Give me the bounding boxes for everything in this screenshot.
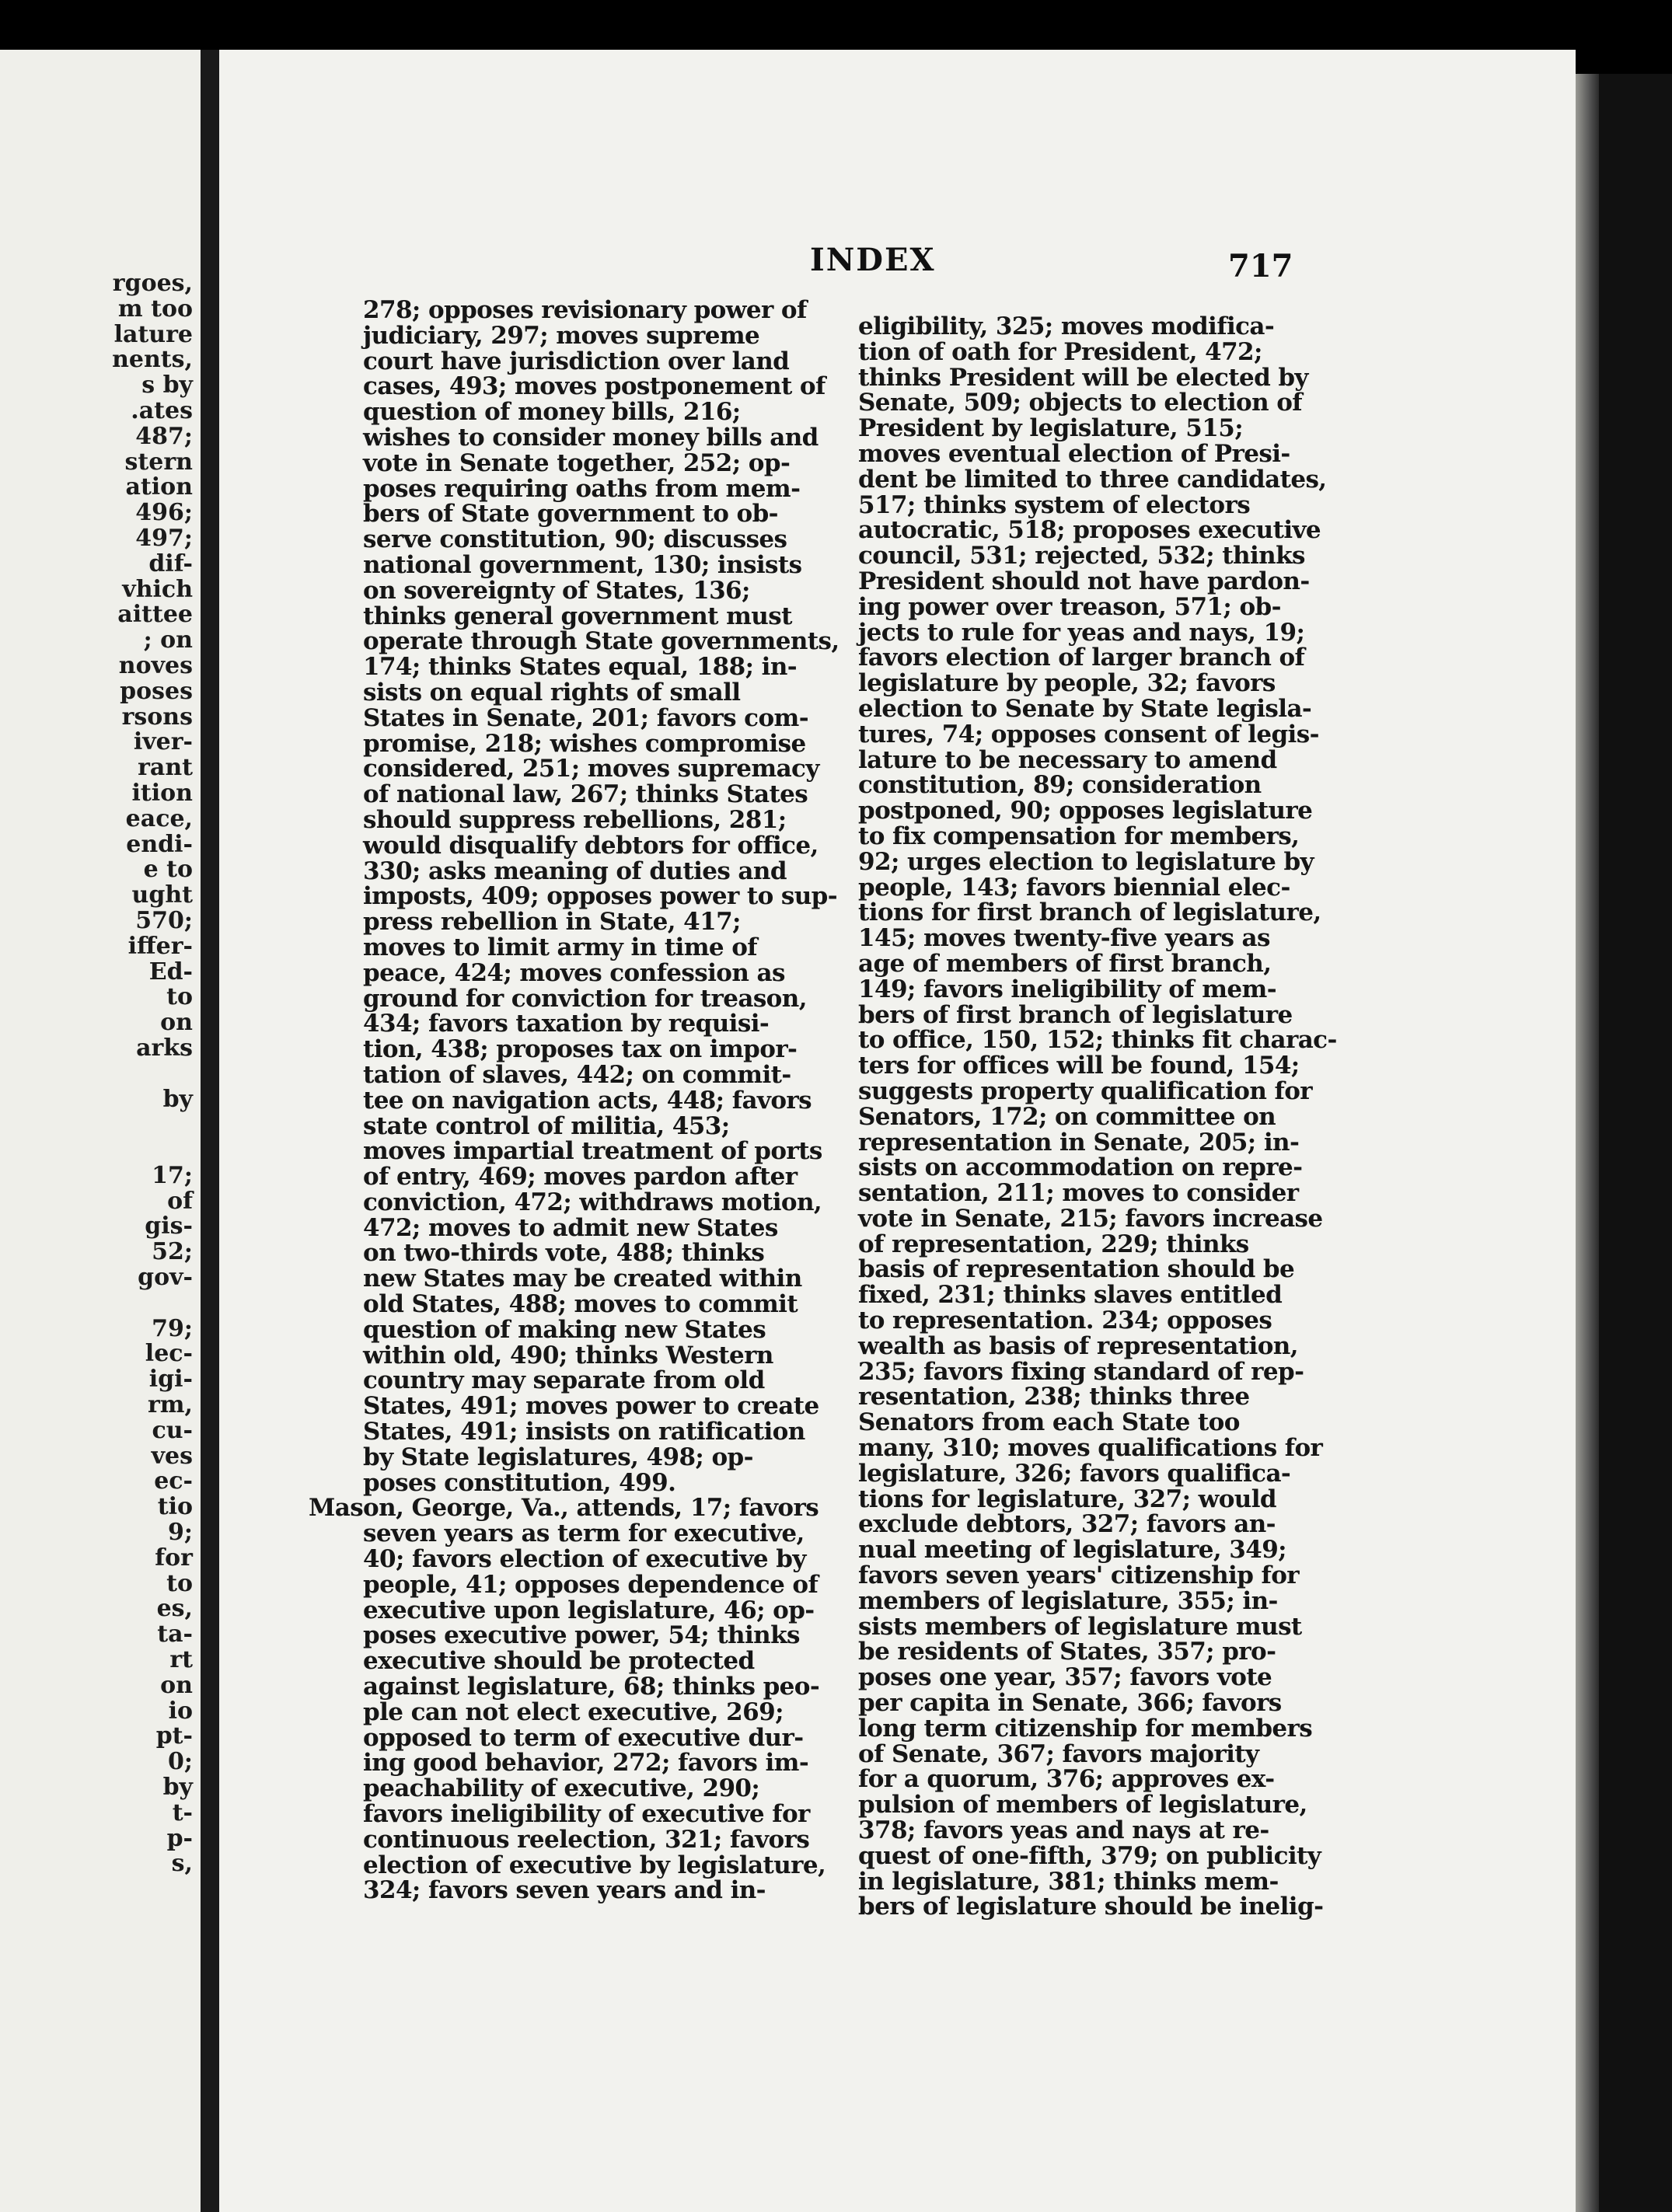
index-line: age of members of first branch, xyxy=(858,949,1272,978)
index-line: tation of slaves, 442; on commit- xyxy=(363,1060,791,1089)
fragment-line: io xyxy=(168,1698,193,1725)
index-line: executive upon legislature, 46; op- xyxy=(363,1596,815,1624)
fragment-line: igi- xyxy=(148,1367,193,1394)
index-line: opposed to term of executive dur- xyxy=(363,1723,804,1752)
index-line: election to Senate by State legisla- xyxy=(858,694,1312,723)
fragment-line: p- xyxy=(166,1826,193,1852)
index-line: to office, 150, 152; thinks fit charac- xyxy=(858,1026,1337,1055)
index-line: people, 41; opposes dependence of xyxy=(363,1570,819,1599)
index-line: per capita in Senate, 366; favors xyxy=(858,1689,1282,1718)
index-line: seven years as term for executive, xyxy=(363,1519,805,1548)
index-line: 92; urges election to legislature by xyxy=(858,847,1314,876)
fragment-line xyxy=(0,1062,201,1087)
facing-page xyxy=(0,50,201,2212)
index-line: legislature, 326; favors qualifica- xyxy=(858,1459,1291,1488)
page-title: INDEX xyxy=(810,242,936,278)
fragment-line: dif- xyxy=(148,551,193,577)
fragment-line: ition xyxy=(131,780,193,807)
fragment-line: tio xyxy=(157,1495,193,1521)
index-line: tions for first branch of legislature, xyxy=(858,898,1321,927)
index-line: wishes to consider money bills and xyxy=(363,423,819,452)
index-line: tions for legislature, 327; would xyxy=(858,1485,1276,1513)
index-line: sists on accommodation on repre- xyxy=(858,1153,1303,1182)
index-line: sists on equal rights of small xyxy=(363,678,741,707)
index-line: 145; moves twenty-five years as xyxy=(858,924,1270,953)
index-line: fixed, 231; thinks slaves entitled xyxy=(858,1281,1283,1310)
index-line: executive should be protected xyxy=(363,1647,755,1676)
index-line: sentation, 211; moves to consider xyxy=(858,1179,1299,1208)
index-line: constitution, 89; consideration xyxy=(858,771,1262,800)
fragment-line: ta- xyxy=(157,1622,193,1649)
index-line: poses executive power, 54; thinks xyxy=(363,1621,800,1650)
index-line: would disqualify debtors for office, xyxy=(363,831,819,860)
facing-page-text-fragments xyxy=(0,271,201,1877)
index-line: of national law, 267; thinks States xyxy=(363,780,808,809)
fragment-line: 79; xyxy=(152,1316,193,1342)
index-line: exclude debtors, 327; favors an- xyxy=(858,1510,1276,1539)
fragment-line: noves xyxy=(118,653,193,679)
index-line: 378; favors yeas and nays at re- xyxy=(858,1816,1269,1845)
index-line: vote in Senate together, 252; op- xyxy=(363,448,791,477)
index-line: tures, 74; opposes consent of legis- xyxy=(858,720,1319,748)
index-entry-heading: Mason, George, Va., attends, 17; favors xyxy=(309,1494,819,1523)
index-line: favors election of larger branch of xyxy=(858,644,1305,672)
index-line: 434; favors taxation by requisi- xyxy=(363,1010,770,1038)
index-line: members of legislature, 355; in- xyxy=(858,1586,1278,1615)
index-line: be residents of States, 357; pro- xyxy=(858,1638,1276,1666)
index-line: of Senate, 367; favors majority xyxy=(858,1739,1259,1768)
index-line: 330; asks meaning of duties and xyxy=(363,857,787,885)
index-line: legislature by people, 32; favors xyxy=(858,669,1276,698)
index-line: States in Senate, 201; favors com- xyxy=(363,703,809,732)
index-line: long term citizenship for members xyxy=(858,1714,1313,1743)
page-gutter xyxy=(201,50,219,2212)
index-line: favors ineligibility of executive for xyxy=(363,1800,810,1829)
fragment-line: lec- xyxy=(145,1342,193,1368)
index-line: dent be limited to three candidates, xyxy=(858,465,1327,494)
fragment-line: Ed- xyxy=(148,959,193,986)
fragment-line: ught xyxy=(131,883,193,909)
fragment-line: 487; xyxy=(135,424,193,450)
index-line: election of executive by legislature, xyxy=(363,1851,826,1879)
fragment-line: s, xyxy=(171,1851,193,1878)
fragment-line: 52; xyxy=(152,1240,193,1266)
fragment-line xyxy=(0,1291,201,1317)
index-line: conviction, 472; withdraws motion, xyxy=(363,1188,822,1216)
index-column-right xyxy=(858,312,1337,1921)
index-line: tion, 438; proposes tax on impor- xyxy=(363,1035,798,1064)
index-line: resentation, 238; thinks three xyxy=(858,1383,1250,1411)
fragment-line: by xyxy=(162,1775,193,1801)
index-line: States, 491; moves power to create xyxy=(363,1392,819,1421)
index-line: ground for conviction for treason, xyxy=(363,984,807,1013)
fragment-line: 9; xyxy=(168,1520,193,1546)
index-line: serve constitution, 90; discusses xyxy=(363,525,787,554)
fragment-line: ; on xyxy=(143,628,193,654)
index-line: sists members of legislature must xyxy=(858,1612,1302,1641)
fragment-line: 570; xyxy=(135,908,193,934)
index-line: ing power over treason, 571; ob- xyxy=(858,592,1281,621)
fragment-line: .ates xyxy=(131,398,193,424)
index-line: country may separate from old xyxy=(363,1366,765,1395)
index-line: imposts, 409; opposes power to sup- xyxy=(363,882,838,911)
index-line: national government, 130; insists xyxy=(363,550,802,579)
index-line: state control of militia, 453; xyxy=(363,1111,730,1140)
fragment-line: to xyxy=(166,1571,193,1597)
fragment-line: iver- xyxy=(133,730,193,756)
fragment-line: cu- xyxy=(152,1418,193,1444)
index-line: promise, 218; wishes compromise xyxy=(363,729,806,758)
index-line: 472; moves to admit new States xyxy=(363,1213,778,1242)
fragment-line: rgoes, xyxy=(112,271,193,297)
index-line: thinks general government must xyxy=(363,602,792,630)
index-line: lature to be necessary to amend xyxy=(858,745,1277,774)
fragment-line: eace, xyxy=(125,806,193,832)
fragment-line: pt- xyxy=(155,1724,193,1750)
index-line: continuous reelection, 321; favors xyxy=(363,1825,810,1854)
fragment-line: stern xyxy=(124,449,193,476)
index-line: 174; thinks States equal, 188; in- xyxy=(363,653,798,682)
fragment-line: poses xyxy=(120,679,193,705)
fragment-line: vhich xyxy=(122,577,193,603)
index-line: should suppress rebellions, 281; xyxy=(363,805,787,834)
fragment-line: endi- xyxy=(126,832,193,858)
fragment-line: to xyxy=(166,985,193,1011)
index-line: jects to rule for yeas and nays, 19; xyxy=(858,618,1305,647)
fragment-line: iffer- xyxy=(127,933,193,960)
index-line: for a quorum, 376; approves ex- xyxy=(858,1765,1275,1794)
index-line: moves eventual election of Presi- xyxy=(858,439,1290,468)
index-line: to fix compensation for members, xyxy=(858,822,1300,850)
index-line: bers of legislature should be inelig- xyxy=(858,1893,1324,1921)
page-edge-shadow xyxy=(1576,74,1599,2212)
index-line: of entry, 469; moves pardon after xyxy=(363,1163,798,1191)
fragment-line: gov- xyxy=(138,1265,193,1291)
fragment-line: lature xyxy=(113,322,193,348)
fragment-line: 497; xyxy=(135,525,193,552)
index-line: cases, 493; moves postponement of xyxy=(363,372,826,401)
index-line: court have jurisdiction over land xyxy=(363,347,790,375)
index-line: eligibility, 325; moves modifica- xyxy=(858,312,1275,340)
fragment-line xyxy=(0,1112,201,1138)
fragment-line: nents, xyxy=(112,347,193,374)
fragment-line: ves xyxy=(151,1443,193,1470)
index-line: 149; favors ineligibility of mem- xyxy=(858,975,1277,1003)
fragment-line: on xyxy=(160,1010,193,1036)
index-line: 324; favors seven years and in- xyxy=(363,1876,766,1905)
fragment-line: rant xyxy=(138,755,193,781)
fragment-line: es, xyxy=(156,1596,193,1623)
fragment-line: on xyxy=(160,1673,193,1699)
index-line: Senate, 509; objects to election of xyxy=(858,389,1303,417)
index-line: autocratic, 518; proposes executive xyxy=(858,516,1321,545)
index-line: moves impartial treatment of ports xyxy=(363,1137,822,1166)
index-line: 40; favors election of executive by xyxy=(363,1545,806,1574)
fragment-line: by xyxy=(162,1087,193,1113)
fragment-line: 0; xyxy=(168,1750,193,1776)
index-line: bers of State government to ob- xyxy=(363,500,778,529)
fragment-line: 496; xyxy=(135,501,193,526)
index-line: many, 310; moves qualifications for xyxy=(858,1434,1323,1463)
index-line: council, 531; rejected, 532; thinks xyxy=(858,542,1305,570)
index-line: ple can not elect executive, 269; xyxy=(363,1697,784,1726)
index-line: operate through State governments, xyxy=(363,627,839,656)
index-line: question of making new States xyxy=(363,1315,766,1344)
index-line: people, 143; favors biennial elec- xyxy=(858,873,1290,902)
fragment-line: for xyxy=(155,1545,193,1572)
index-line: peachability of executive, 290; xyxy=(363,1774,760,1803)
fragment-line: rsons xyxy=(121,704,193,731)
index-line: States, 491; insists on ratification xyxy=(363,1418,805,1446)
index-line: thinks President will be elected by xyxy=(858,363,1308,392)
index-line: favors seven years' citizenship for xyxy=(858,1561,1300,1590)
fragment-line: aittee xyxy=(117,602,193,629)
fragment-line: s by xyxy=(141,373,193,399)
index-line: new States may be created within xyxy=(363,1265,802,1293)
fragment-line: t- xyxy=(172,1800,193,1826)
index-line: judiciary, 297; moves supreme xyxy=(363,321,760,350)
index-line: by State legislatures, 498; op- xyxy=(363,1443,753,1471)
index-line: vote in Senate, 215; favors increase xyxy=(858,1204,1323,1233)
index-line: 517; thinks system of electors xyxy=(858,490,1251,519)
index-line: quest of one-fifth, 379; on publicity xyxy=(858,1841,1321,1870)
index-line: poses constitution, 499. xyxy=(363,1468,676,1497)
index-line: poses requiring oaths from mem- xyxy=(363,474,801,503)
index-line: ters for offices will be found, 154; xyxy=(858,1052,1300,1080)
fragment-line: gis- xyxy=(145,1214,193,1240)
index-line: peace, 424; moves confession as xyxy=(363,958,785,987)
index-line: ing good behavior, 272; favors im- xyxy=(363,1749,809,1778)
index-line: tee on navigation acts, 448; favors xyxy=(363,1086,812,1115)
fragment-line xyxy=(0,1138,201,1164)
index-line: representation in Senate, 205; in- xyxy=(858,1128,1300,1157)
index-line: basis of representation should be xyxy=(858,1255,1295,1284)
fragment-line: rt xyxy=(169,1648,193,1673)
index-line: wealth as basis of representation, xyxy=(858,1331,1298,1360)
index-line: on two-thirds vote, 488; thinks xyxy=(363,1239,765,1268)
fragment-line: of xyxy=(167,1188,193,1215)
fragment-line: m too xyxy=(117,296,193,323)
index-line: old States, 488; moves to commit xyxy=(363,1290,798,1319)
index-line: of representation, 229; thinks xyxy=(858,1230,1249,1258)
fragment-line: ec- xyxy=(154,1469,193,1495)
index-line: 278; opposes revisionary power of xyxy=(363,296,807,324)
index-line: pulsion of members of legislature, xyxy=(858,1791,1307,1819)
fragment-line: 17; xyxy=(152,1163,193,1189)
index-line: press rebellion in State, 417; xyxy=(363,908,741,937)
fragment-line: e to xyxy=(143,857,193,884)
page-number: 717 xyxy=(1228,248,1293,284)
index-line: in legislature, 381; thinks mem- xyxy=(858,1867,1279,1896)
fragment-line: rm, xyxy=(148,1393,193,1418)
fragment-line: arks xyxy=(136,1035,193,1062)
index-column-left xyxy=(309,296,839,1905)
scan-background xyxy=(1599,74,1672,2212)
index-line: poses one year, 357; favors vote xyxy=(858,1663,1272,1692)
index-line: President should not have pardon- xyxy=(858,567,1310,595)
index-line: on sovereignty of States, 136; xyxy=(363,576,750,605)
index-line: Senators from each State too xyxy=(858,1408,1240,1437)
index-line: 235; favors fixing standard of rep- xyxy=(858,1357,1304,1386)
index-line: to representation. 234; opposes xyxy=(858,1307,1272,1335)
index-line: within old, 490; thinks Western xyxy=(363,1341,773,1369)
index-line: Senators, 172; on committee on xyxy=(858,1102,1276,1131)
index-line: question of money bills, 216; xyxy=(363,398,741,427)
index-line: postponed, 90; opposes legislature xyxy=(858,797,1313,825)
index-line: considered, 251; moves supremacy xyxy=(363,755,819,783)
index-line: against legislature, 68; thinks peo- xyxy=(363,1673,820,1701)
index-line: moves to limit army in time of xyxy=(363,933,758,961)
fragment-line: ation xyxy=(125,475,193,501)
index-line: tion of oath for President, 472; xyxy=(858,337,1262,366)
index-line: suggests property qualification for xyxy=(858,1076,1312,1105)
index-line: nual meeting of legislature, 349; xyxy=(858,1536,1287,1565)
index-line: President by legislature, 515; xyxy=(858,414,1244,443)
index-line: bers of first branch of legislature xyxy=(858,1000,1293,1029)
